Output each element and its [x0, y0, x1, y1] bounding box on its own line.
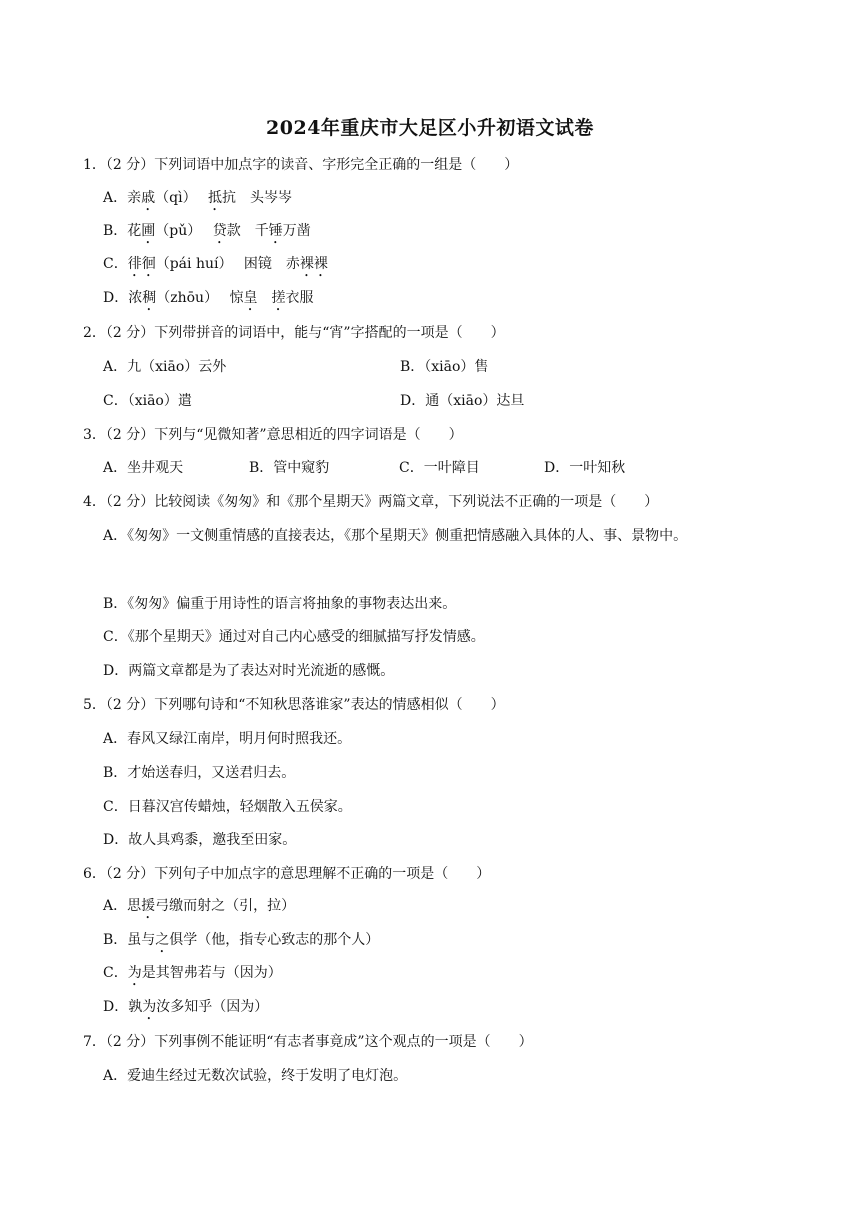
q1-option-b: B．花圃（pǔ） 贷款 千锤万凿: [103, 223, 311, 239]
q6-option-b: B．虽与之俱学（他，指专心致志的那个人）: [103, 932, 380, 948]
q7-stem: 7．（2 分）下列事例不能证明“有志者事竟成”这个观点的一项是（ ）: [83, 1034, 533, 1050]
q3-stem: 3．（2 分）下列与“见微知著”意思相近的四字词语是（ ）: [83, 427, 463, 443]
q5-option-a: A．春风又绿江南岸，明月何时照我还。: [103, 731, 352, 747]
q1-stem: 1．（2 分）下列词语中加点字的读音、字形完全正确的一组是（ ）: [83, 157, 519, 173]
q4-option-d: D．两篇文章都是为了表达对时光流逝的感慨。: [103, 663, 395, 679]
q2-option-b: B．（xiāo）售: [400, 359, 489, 375]
q5-option-c: C．日暮汉宫传蜡烛，轻烟散入五侯家。: [103, 799, 352, 815]
q1-option-a: A．亲戚（qì） 抵抗 头岑岑: [103, 190, 293, 206]
q6-option-c: C．为是其智弗若与（因为）: [103, 965, 282, 981]
q4-option-a: A．《匆匆》一文侧重情感的直接表达，《那个星期天》侧重把情感融入具体的人、事、景物中。: [103, 528, 688, 544]
q2-stem: 2．（2 分）下列带拼音的词语中，能与“宵”字搭配的一项是（ ）: [83, 325, 505, 341]
q1-option-c: C．徘徊（pái huí） 困镜 赤裸裸: [103, 256, 328, 272]
q3-option-a: A．坐井观天: [103, 460, 184, 476]
q7-option-a: A．爱迪生经过无数次试验，终于发明了电灯泡。: [103, 1068, 408, 1084]
q6-stem: 6．（2 分）下列句子中加点字的意思理解不正确的一项是（ ）: [83, 866, 491, 882]
q6-option-d: D．孰为汝多知乎（因为）: [103, 999, 269, 1015]
q2-option-c: C．（xiāo）遣: [103, 393, 192, 409]
q5-option-d: D．故人具鸡黍，邀我至田家。: [103, 832, 297, 848]
q3-option-d: D．一叶知秋: [544, 460, 626, 476]
q2-option-a: A．九（xiāo）云外: [103, 359, 227, 375]
q1-option-d: D．浓稠（zhōu） 惊皇 搓衣服: [103, 290, 314, 306]
q4-option-c: C．《那个星期天》通过对自己内心感受的细腻描写抒发情感。: [103, 629, 485, 645]
q6-option-a: A．思援弓缴而射之（引，拉）: [103, 898, 296, 914]
q3-option-c: C．一叶障目: [399, 460, 480, 476]
q5-stem: 5．（2 分）下列哪句诗和“不知秋思落谁家”表达的情感相似（ ）: [83, 697, 505, 713]
q3-option-b: B．管中窥豹: [249, 460, 330, 476]
q4-stem: 4．（2 分）比较阅读《匆匆》和《那个星期天》两篇文章，下列说法不正确的一项是（ ）: [83, 494, 659, 510]
page-title: 2024年重庆市大足区小升初语文试卷: [266, 117, 594, 139]
q4-option-b: B．《匆匆》偏重于用诗性的语言将抽象的事物表达出来。: [103, 596, 457, 612]
q5-option-b: B．才始送春归，又送君归去。: [103, 765, 296, 781]
q2-option-d: D．通（xiāo）达旦: [400, 393, 525, 409]
